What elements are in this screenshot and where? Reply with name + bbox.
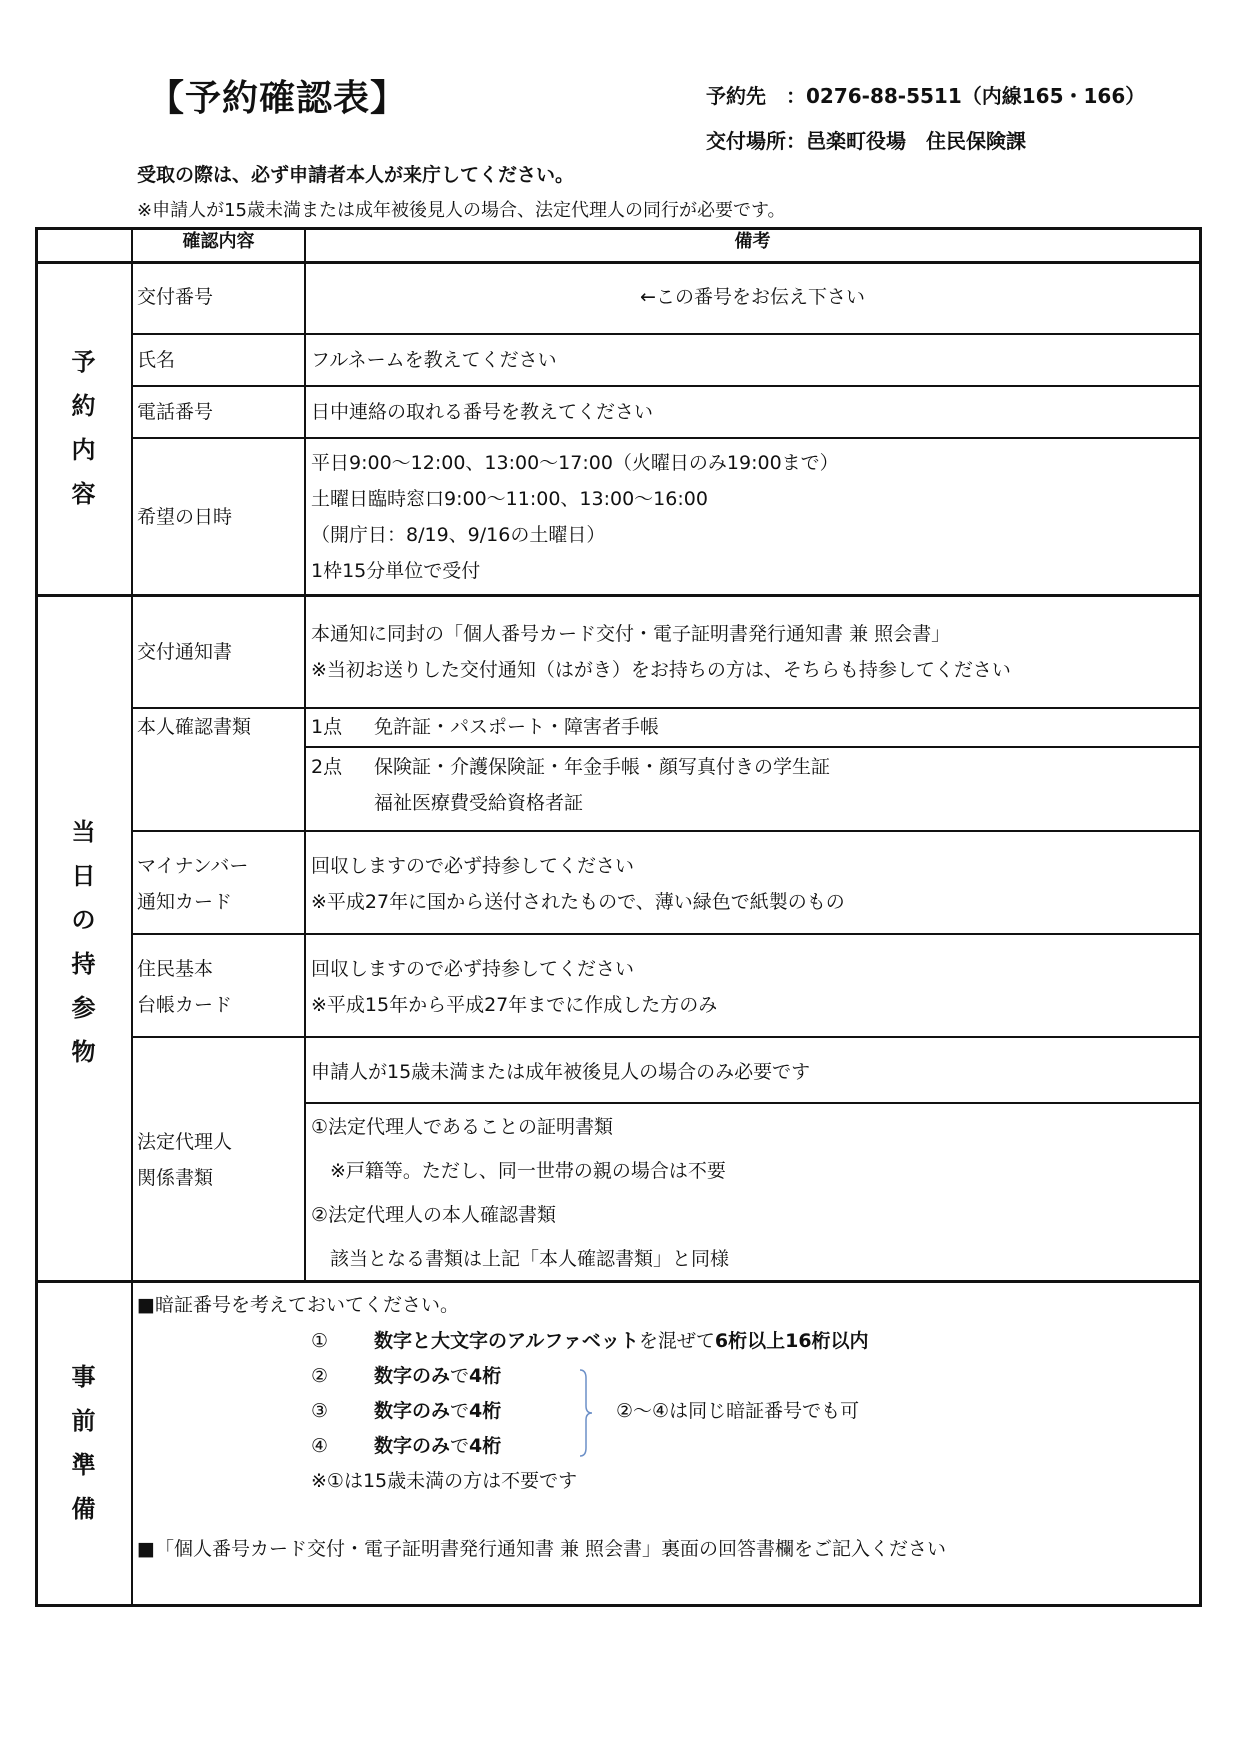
pin-item-rule: 数字のみで4桁 [374,1435,502,1457]
bracket-icon [578,1368,594,1458]
column-header-remarks: 備考 [734,231,771,252]
item-resident-card-cont: 台帳カード [137,994,233,1016]
remark-datetime-line: 土曜日臨時窓口9:00〜11:00、13:00〜16:00 [311,488,708,510]
section-label-reservation: 予 約 内 容 [71,348,96,508]
pin-item-rule: 数字と大文字のアルファベットを混ぜて6桁以上16桁以内 [374,1330,869,1352]
remark-issue-number: ←この番号をお伝え下さい [640,286,865,308]
remark-datetime-line: 1枠15分単位で受付 [311,560,481,582]
item-name: 氏名 [137,349,176,371]
item-resident-card: 住民基本 [137,958,214,980]
item-mynumber-card: マイナンバー [137,855,249,877]
remark-mynumber-line: 回収しますので必ず持参してください [311,855,635,877]
item-issue-notice: 交付通知書 [137,641,233,663]
item-issue-number: 交付番号 [137,286,214,308]
page-title: 【予約確認表】 [148,78,408,119]
remark-datetime-line: 平日9:00〜12:00、13:00〜17:00（火曜日のみ19:00まで） [311,452,839,474]
item-phone: 電話番号 [137,401,214,423]
pin-item-number: ② [311,1365,329,1387]
pin-item-rule: 数字のみで4桁 [374,1400,502,1422]
remark-resident-line: 回収しますので必ず持参してください [311,958,635,980]
remark-legal-top: 申請人が15歳未満または成年被後見人の場合のみ必要です [311,1061,811,1083]
section-label-preparation: 事 前 準 備 [71,1363,96,1523]
pin-under15-note: ※①は15歳未満の方は不要です [311,1470,578,1492]
remark-legal-line: ※戸籍等。ただし、同一世帯の親の場合は不要 [311,1160,726,1182]
item-preferred-datetime: 希望の日時 [137,506,233,528]
remark-phone: 日中連絡の取れる番号を教えてください [311,401,654,423]
column-header-item: 確認内容 [182,231,255,252]
item-mynumber-card-cont: 通知カード [137,891,233,913]
pin-item-number: ③ [311,1400,329,1422]
form-fill-note: ■「個人番号カード交付・電子証明書発行通知書 兼 照会書」裏面の回答書欄をご記入ください [137,1538,947,1560]
remark-name: フルネームを教えてください [311,349,557,371]
remark-mynumber-line: ※平成27年に国から送付されたもので、薄い緑色で紙製のもの [311,891,845,913]
pin-intro: ■暗証番号を考えておいてください。 [137,1294,459,1316]
id-option-2-docs: 保険証・介護保険証・年金手帳・顔写真付きの学生証 [374,756,831,778]
remark-legal-line: 該当となる書類は上記「本人確認書類」と同様 [311,1248,730,1270]
remark-legal-line: ①法定代理人であることの証明書類 [311,1116,614,1138]
id-option-2-docs-cont: 福祉医療費受給資格者証 [374,792,584,814]
section-label-items-to-bring: 当 日 の 持 参 物 [71,818,96,1066]
item-legal-representative: 法定代理人 [137,1131,233,1153]
item-legal-representative-cont: 関係書類 [137,1167,214,1189]
item-id-documents: 本人確認書類 [137,716,252,738]
id-option-1-count: 1点 [311,716,343,738]
remark-legal-line: ②法定代理人の本人確認書類 [311,1204,557,1226]
remark-datetime-line: （開庁日：8/19、9/16の土曜日） [311,524,606,546]
id-option-1-docs: 免許証・パスポート・障害者手帳 [374,716,660,738]
remark-issue-notice-line: 本通知に同封の「個人番号カード交付・電子証明書発行通知書 兼 照会書」 [311,623,951,645]
reservation-contact: 予約先 ：0276-88-5511（内線165・166） [706,84,1146,108]
remark-resident-line: ※平成15年から平成27年までに作成した方のみ [311,994,718,1016]
pin-item-rule: 数字のみで4桁 [374,1365,502,1387]
remark-issue-notice-line: ※当初お送りした交付通知（はがき）をお持ちの方は、そちらも持参してください [311,659,1011,681]
pin-item-number: ① [311,1330,329,1352]
issuing-place: 交付場所：邑楽町役場 住民保険課 [706,129,1026,153]
pin-same-note: ②〜④は同じ暗証番号でも可 [616,1400,860,1422]
pickup-notice: 受取の際は、必ず申請者本人が来庁してください。 [137,164,575,186]
proxy-note: ※申請人が15歳未満または成年被後見人の場合、法定代理人の同行が必要です。 [137,200,786,221]
pin-item-number: ④ [311,1435,329,1457]
id-option-2-count: 2点 [311,756,343,778]
